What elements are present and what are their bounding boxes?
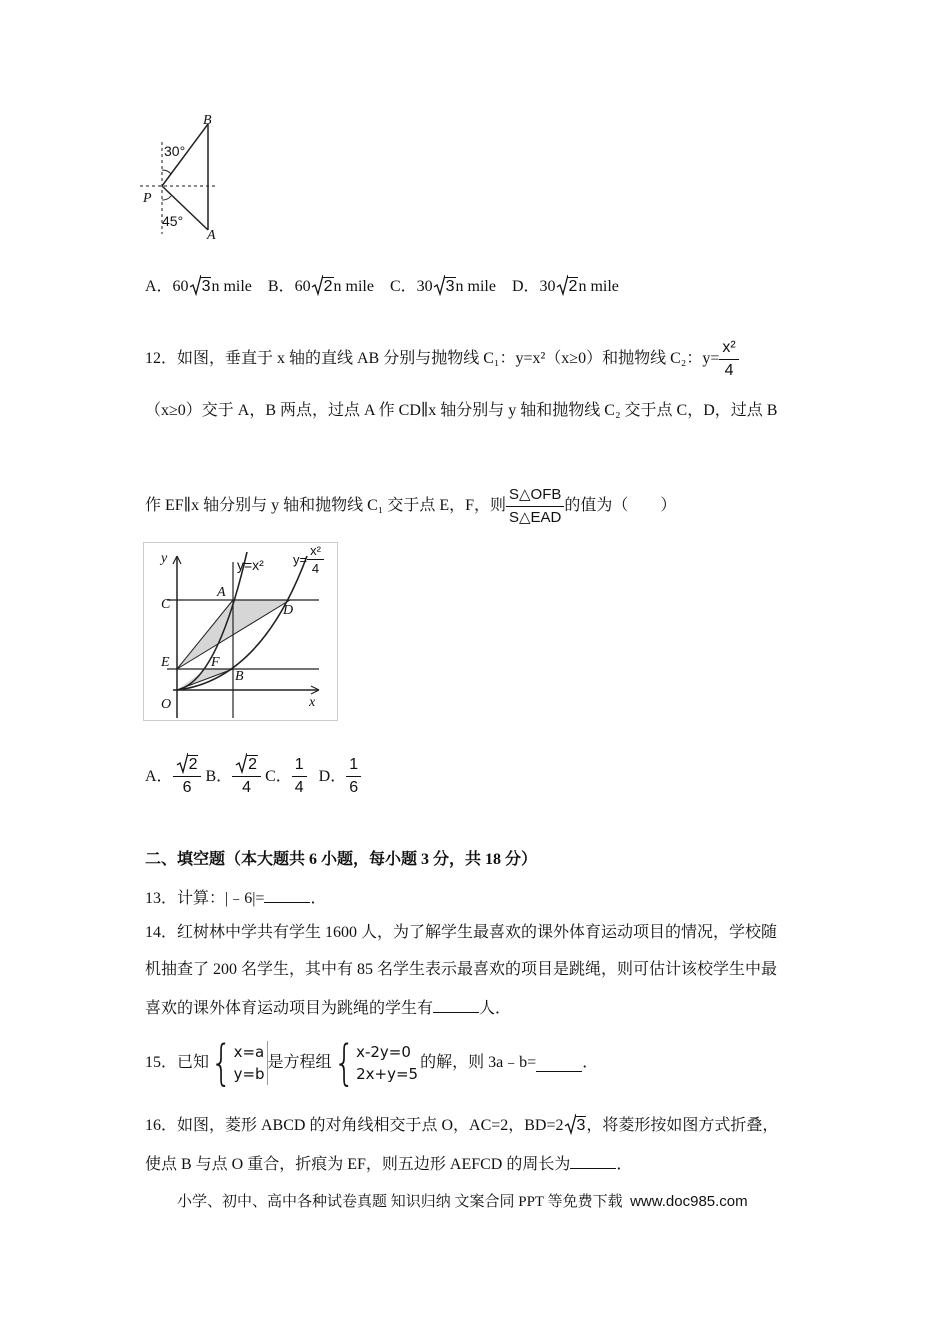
fig12-point-c: C [161,597,171,612]
q14-line3: 喜欢的课外体育运动项目为跳绳的学生有 人． [145,996,511,1020]
q12-option-c[interactable]: C． $\frac{1}{4}$ [265,754,307,799]
fig11-label-b: B [203,113,212,128]
q15-answer-blank[interactable] [536,1055,582,1072]
c2-fraction: $\frac{\text{x²}}{4}$ [719,337,738,382]
q14-line2: 机抽查了 200 名学生，其中有 85 名学生表示最喜欢的项目是跳绳，则可估计该校学生中最 [145,961,778,978]
q12-option-b[interactable]: B． $\frac{2}{4}$ [205,754,261,799]
left-brace: { [210,1035,232,1091]
q14-answer-blank[interactable] [433,996,479,1013]
sqrt-symbol: 2 [235,754,258,776]
figure-q11 [140,112,220,247]
q11-option-a[interactable]: A．60 3n mile [145,278,256,295]
q12-line1: 12．如图，垂直于 x 轴的直线 AB 分别与抛物线 C₁：y=x²（x≥0）和抛物线 C₂：y= $\frac{\text{x²}}{4}$ [145,337,739,382]
section-heading: 二、填空题（本大题共 6 小题，每小题 3 分，共 18 分） [145,851,538,868]
q16-line1: 16．如图，菱形 ABCD 的对角线相交于点 O，AC=2，BD=2 3，将菱形按如图方式折叠， [145,1115,778,1137]
footer-text: 小学、初中、高中各种试卷真题 知识归纳 文案合同 PPT 等免费下载 [177,1194,623,1210]
fig11-angle-45: 45° [162,213,184,229]
left-brace: { [333,1035,355,1091]
sqrt-symbol: 2 [311,276,334,298]
fig12-y-axis: y [161,551,168,566]
q11-option-b[interactable]: B．60 2n mile [268,278,378,295]
q13: 13．计算：|﹣6|= ． [145,886,326,910]
fig11-angle-30: 30° [164,143,186,159]
q11-option-d[interactable]: D．30 2n mile [512,278,619,295]
fig12-origin: O [161,697,172,712]
q12-line2: （x≥0）交于 A，B 两点，过点 A 作 CD∥x 轴分别与 y 轴和抛物线 C₂ 交于点 C，D，过点 B [145,402,778,419]
figure-q12 [143,542,339,722]
fig12-point-b: B [235,669,244,684]
sqrt-symbol: 2 [556,276,579,298]
q14-line1: 14．红树林中学共有学生 1600 人，为了解学生最喜欢的课外体育运动项目的情况，学校随 [145,924,778,941]
footer [177,1190,748,1211]
q11-option-c[interactable]: C．30 3n mile [390,278,500,295]
equation-system: { x-2y=0 2x+y=5 [333,1035,419,1091]
sqrt-symbol: 3 [189,276,212,298]
fig12-point-f: F [211,655,220,670]
q16-answer-blank[interactable] [570,1152,616,1169]
q12-option-d[interactable]: D． $\frac{1}{6}$ [319,754,361,799]
q16-line2: 使点 B 与点 O 重合，折痕为 EF，则五边形 AEFCD 的周长为 ． [145,1152,632,1176]
sqrt-symbol: 2 [176,754,199,776]
fig12-point-d: D [283,603,294,618]
q13-answer-blank[interactable] [264,886,310,903]
footer-url[interactable]: www.doc985.com [630,1193,748,1210]
fig12-point-e: E [161,655,170,670]
fig12-curve2-label: y= $\frac{\text{x²}}{4}$ [293,542,324,577]
q11-options [145,276,619,298]
q15: 15．已知 { x=a y=b 是方程组 { x-2y=0 2x+y=5 的解，则 3a﹣b= ． [145,1035,599,1091]
sqrt-symbol: 3 [564,1115,587,1137]
fig12-x-axis: x [309,695,316,710]
given-system: { x=a y=b [209,1039,268,1087]
fig11-label-a: A [207,228,216,243]
fig11-label-p: P [143,191,152,206]
fig12-point-a: A [217,585,226,600]
fig12-curve1-label: y=x² [237,557,264,573]
q12-option-a[interactable]: A． $\frac{2}{6}$ [145,754,201,799]
area-ratio-fraction: $\frac{\text{S△OFB}}{\text{S△EAD}}$ [506,484,564,529]
sqrt-symbol: 3 [433,276,456,298]
q12-line3: 作 EF∥x 轴分别与 y 轴和抛物线 C₁ 交于点 E，F，则 $\frac{\text{S△OFB}}{\text{S△EAD}}$ 的值为（ ） [145,484,676,529]
q12-options [145,754,361,799]
